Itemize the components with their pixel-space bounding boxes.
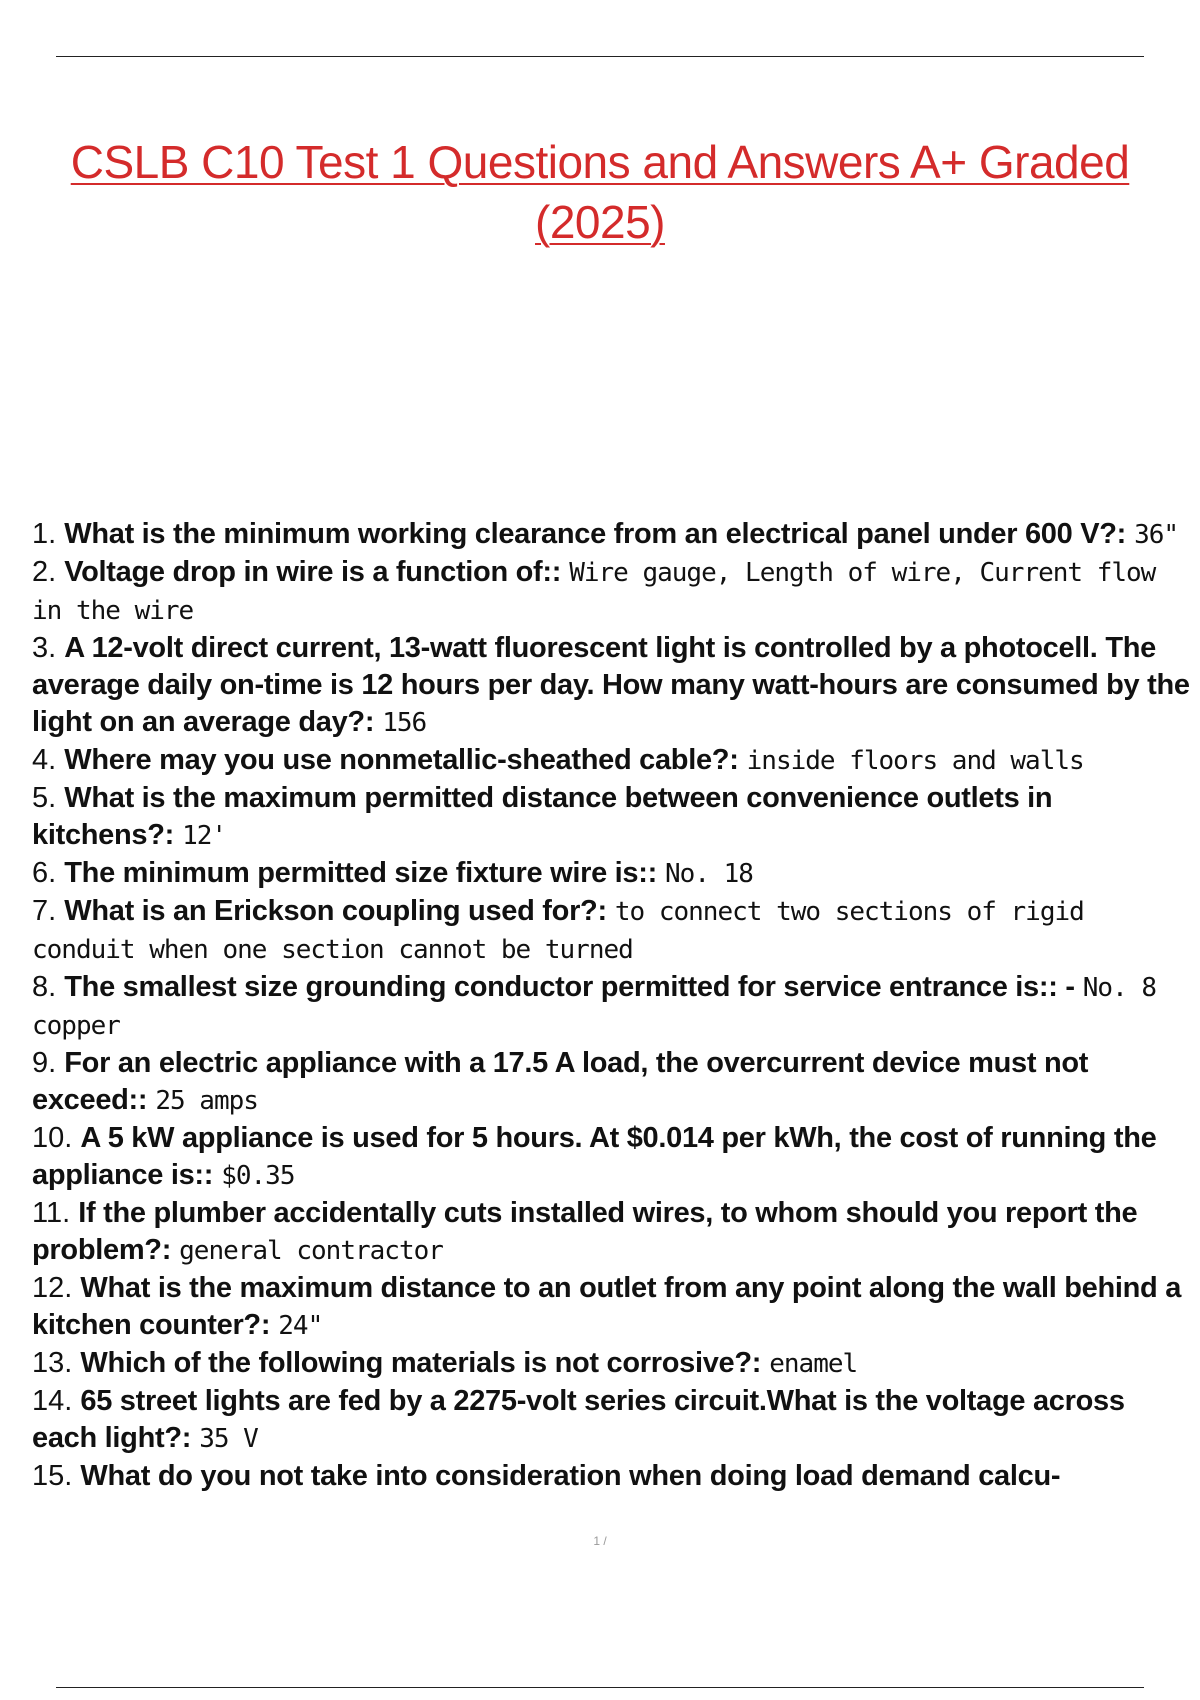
question-number: 4. bbox=[32, 744, 57, 776]
question-text: The smallest size grounding conductor permitted for service entrance is:: - bbox=[64, 971, 1075, 1003]
title-line-2: (2025) bbox=[535, 196, 665, 248]
question-number: 3. bbox=[32, 632, 57, 664]
answer-text: to connect two sections of rigid conduit when one section cannot be turned bbox=[32, 897, 1084, 965]
question-text: What is the minimum working clearance from an electrical panel under 600 V?: bbox=[64, 518, 1127, 550]
question-text: A 12-volt direct current, 13-watt fluorescent light is controlled by a photocell. The average daily on-time is 12 hours per day. How many watt-hours are consumed by the light on an average day?: bbox=[32, 632, 1190, 738]
page-indicator: 1 / bbox=[593, 1534, 607, 1548]
document-title bbox=[60, 132, 1140, 252]
question-number: 2. bbox=[32, 556, 57, 588]
qa-item bbox=[32, 969, 1192, 1045]
qa-item bbox=[32, 554, 1192, 630]
answer-text: No. 8 copper bbox=[32, 973, 1157, 1041]
qa-item bbox=[32, 1270, 1192, 1345]
qa-item bbox=[32, 1195, 1192, 1270]
question-text: What is the maximum distance to an outlet from any point along the wall behind a kitchen counter?: bbox=[32, 1272, 1182, 1341]
question-number: 14. bbox=[32, 1385, 73, 1417]
qa-list bbox=[32, 516, 1192, 1496]
question-number: 15. bbox=[32, 1460, 73, 1492]
qa-item bbox=[32, 1383, 1192, 1458]
qa-item bbox=[32, 742, 1192, 780]
question-text: Where may you use nonmetallic-sheathed cable?: bbox=[64, 744, 739, 776]
question-number: 8. bbox=[32, 971, 57, 1003]
answer-text: 156 bbox=[382, 708, 427, 738]
answer-text: 12' bbox=[182, 821, 227, 851]
answer-text: 24" bbox=[278, 1311, 323, 1341]
question-text: What do you not take into consideration when doing load demand calcu- bbox=[80, 1460, 1061, 1492]
answer-text: 35 V bbox=[199, 1424, 258, 1454]
qa-item bbox=[32, 893, 1192, 969]
question-text: What is an Erickson coupling used for?: bbox=[64, 895, 607, 927]
qa-item bbox=[32, 1120, 1192, 1195]
qa-item bbox=[32, 1458, 1192, 1496]
question-text: If the plumber accidentally cuts installed wires, to whom should you report the problem?: bbox=[32, 1197, 1138, 1266]
answer-text: $0.35 bbox=[221, 1161, 295, 1191]
bottom-rule bbox=[56, 1687, 1144, 1688]
answer-text: general contractor bbox=[179, 1236, 443, 1266]
answer-text: enamel bbox=[769, 1349, 858, 1379]
question-text: For an electric appliance with a 17.5 A load, the overcurrent device must not exceed:: bbox=[32, 1047, 1089, 1116]
qa-item bbox=[32, 1045, 1192, 1120]
question-number: 7. bbox=[32, 895, 57, 927]
qa-item bbox=[32, 516, 1192, 554]
top-rule bbox=[56, 56, 1144, 57]
question-number: 12. bbox=[32, 1272, 73, 1304]
answer-text: No. 18 bbox=[665, 859, 753, 889]
question-number: 5. bbox=[32, 782, 57, 814]
answer-text: 36" bbox=[1134, 520, 1179, 550]
question-number: 13. bbox=[32, 1347, 73, 1379]
question-text: A 5 kW appliance is used for 5 hours. At $0.014 per kWh, the cost of running the appliance is:: bbox=[32, 1122, 1157, 1191]
question-number: 9. bbox=[32, 1047, 57, 1079]
qa-item bbox=[32, 630, 1192, 742]
answer-text: 25 amps bbox=[155, 1086, 258, 1116]
question-number: 1. bbox=[32, 518, 57, 550]
question-text: The minimum permitted size fixture wire is:: bbox=[64, 857, 657, 889]
question-number: 6. bbox=[32, 857, 57, 889]
qa-item bbox=[32, 1345, 1192, 1383]
question-text: Voltage drop in wire is a function of:: bbox=[64, 556, 562, 588]
answer-text: Wire gauge, Length of wire, Current flow in the wire bbox=[32, 558, 1156, 626]
qa-item bbox=[32, 855, 1192, 893]
question-text: What is the maximum permitted distance between convenience outlets in kitchens?: bbox=[32, 782, 1053, 851]
question-number: 10. bbox=[32, 1122, 73, 1154]
question-text: 65 street lights are fed by a 2275-volt series circuit.What is the voltage across each light?: bbox=[32, 1385, 1125, 1454]
title-line-1: CSLB C10 Test 1 Questions and Answers A+ Graded bbox=[70, 136, 1130, 188]
question-number: 11. bbox=[32, 1197, 71, 1229]
answer-text: inside floors and walls bbox=[746, 746, 1084, 776]
qa-item bbox=[32, 780, 1192, 855]
question-text: Which of the following materials is not corrosive?: bbox=[80, 1347, 762, 1379]
